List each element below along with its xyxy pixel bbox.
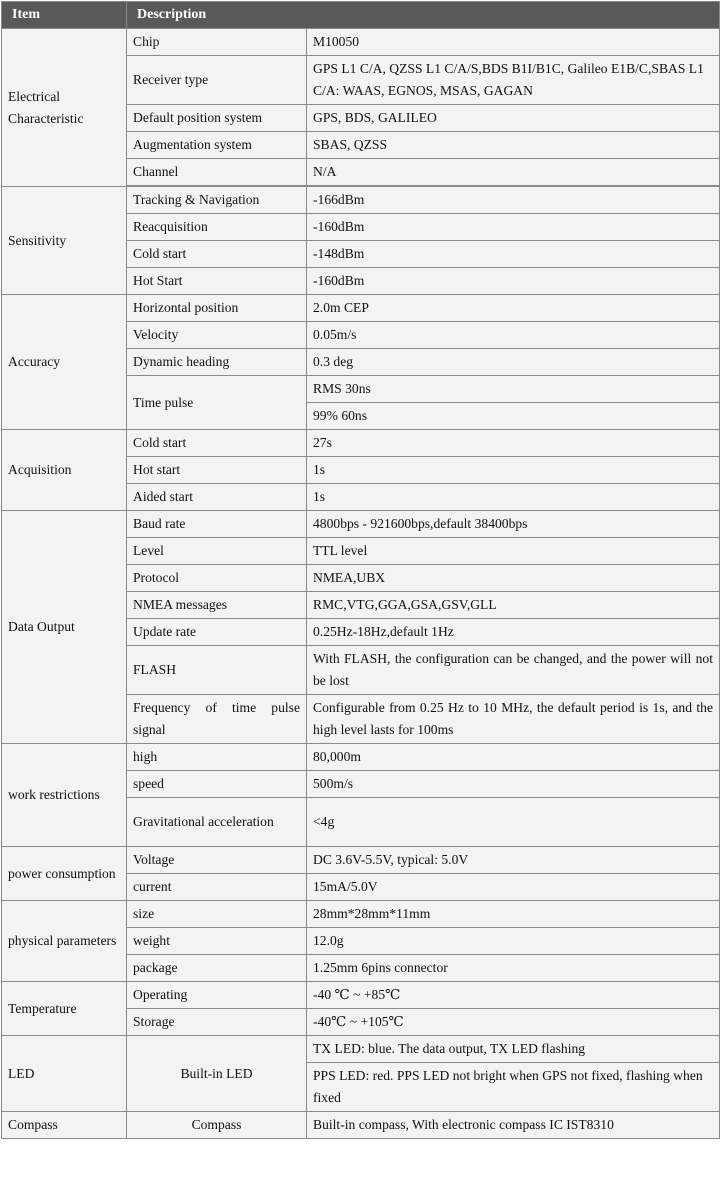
row-label: Default position system <box>127 105 307 132</box>
category-temperature: Temperature <box>2 982 127 1036</box>
category-led: LED <box>2 1036 127 1112</box>
row-label: Protocol <box>127 565 307 592</box>
row-value: PPS LED: red. PPS LED not bright when GPS not fixed, flashing when fixed <box>307 1063 720 1112</box>
category-compass: Compass <box>2 1112 127 1139</box>
row-label: Compass <box>127 1112 307 1139</box>
row-label: Velocity <box>127 322 307 349</box>
row-value: M10050 <box>307 29 720 56</box>
row-value: 27s <box>307 430 720 457</box>
row-value: 15mA/5.0V <box>307 874 720 901</box>
row-label: speed <box>127 771 307 798</box>
row-label: Built-in LED <box>127 1036 307 1112</box>
row-value: 500m/s <box>307 771 720 798</box>
row-label: Baud rate <box>127 511 307 538</box>
row-label: Cold start <box>127 430 307 457</box>
row-value: -40 ℃ ~ +85℃ <box>307 982 720 1009</box>
row-value: GPS L1 C/A, QZSS L1 C/A/S,BDS B1I/B1C, Galileo E1B/C,SBAS L1 C/A: WAAS, EGNOS, MSAS, GAGAN <box>307 56 720 105</box>
row-value: DC 3.6V-5.5V, typical: 5.0V <box>307 847 720 874</box>
table-row <box>2 430 720 457</box>
row-value: NMEA,UBX <box>307 565 720 592</box>
row-label: Aided start <box>127 484 307 511</box>
row-label: Chip <box>127 29 307 56</box>
category-acquisition: Acquisition <box>2 430 127 511</box>
row-label: Voltage <box>127 847 307 874</box>
category-physical-parameters: physical parameters <box>2 901 127 982</box>
row-value: 0.05m/s <box>307 322 720 349</box>
table-row <box>2 1036 720 1063</box>
row-label: weight <box>127 928 307 955</box>
table-header-row <box>2 2 720 29</box>
row-value: TTL level <box>307 538 720 565</box>
row-value: -166dBm <box>307 187 720 214</box>
table-row <box>2 511 720 538</box>
row-label: Reacquisition <box>127 214 307 241</box>
category-sensitivity: Sensitivity <box>2 187 127 295</box>
row-value: -160dBm <box>307 214 720 241</box>
row-label: Operating <box>127 982 307 1009</box>
row-label: Gravitational acceleration <box>127 798 307 847</box>
row-label: Receiver type <box>127 56 307 105</box>
table-row <box>2 744 720 771</box>
row-value: Configurable from 0.25 Hz to 10 MHz, the default period is 1s, and the high level lasts for 100ms <box>307 695 720 744</box>
table-row <box>2 1112 720 1139</box>
row-value: 0.3 deg <box>307 349 720 376</box>
row-label: Storage <box>127 1009 307 1036</box>
row-value: -148dBm <box>307 241 720 268</box>
row-label: Frequency of time pulse signal <box>127 695 307 744</box>
category-accuracy: Accuracy <box>2 295 127 430</box>
row-label: Tracking & Navigation <box>127 187 307 214</box>
row-value: RMC,VTG,GGA,GSA,GSV,GLL <box>307 592 720 619</box>
row-value: 1s <box>307 457 720 484</box>
row-value: 4800bps - 921600bps,default 38400bps <box>307 511 720 538</box>
row-value: TX LED: blue. The data output, TX LED flashing <box>307 1036 720 1063</box>
row-value: 28mm*28mm*11mm <box>307 901 720 928</box>
category-electrical: Electrical Characteristic <box>2 29 127 187</box>
row-label: high <box>127 744 307 771</box>
row-value: 1s <box>307 484 720 511</box>
row-label: FLASH <box>127 646 307 695</box>
table-row <box>2 29 720 56</box>
row-value: -40℃ ~ +105℃ <box>307 1009 720 1036</box>
row-value: 80,000m <box>307 744 720 771</box>
row-value: With FLASH, the configuration can be changed, and the power will not be lost <box>307 646 720 695</box>
header-item: Item <box>2 2 127 29</box>
table-row <box>2 847 720 874</box>
row-label: current <box>127 874 307 901</box>
row-value: N/A <box>307 159 720 186</box>
spec-table <box>1 1 720 1139</box>
header-description: Description <box>127 2 720 29</box>
row-label: NMEA messages <box>127 592 307 619</box>
row-label: Hot start <box>127 457 307 484</box>
row-label: Horizontal position <box>127 295 307 322</box>
row-value: 1.25mm 6pins connector <box>307 955 720 982</box>
table-row <box>2 982 720 1009</box>
row-label: size <box>127 901 307 928</box>
row-value: SBAS, QZSS <box>307 132 720 159</box>
table-row <box>2 187 720 214</box>
row-label: Hot Start <box>127 268 307 295</box>
row-value: GPS, BDS, GALILEO <box>307 105 720 132</box>
row-label: Cold start <box>127 241 307 268</box>
row-value: 99% 60ns <box>307 403 720 430</box>
row-value: <4g <box>307 798 720 847</box>
category-power-consumption: power consumption <box>2 847 127 901</box>
row-label: Augmentation system <box>127 132 307 159</box>
row-value: -160dBm <box>307 268 720 295</box>
row-label: Time pulse <box>127 376 307 430</box>
table-row <box>2 901 720 928</box>
table-row <box>2 295 720 322</box>
row-value: 12.0g <box>307 928 720 955</box>
row-value: RMS 30ns <box>307 376 720 403</box>
category-data-output: Data Output <box>2 511 127 744</box>
row-label: Update rate <box>127 619 307 646</box>
category-work-restrictions: work restrictions <box>2 744 127 847</box>
row-value: 0.25Hz-18Hz,default 1Hz <box>307 619 720 646</box>
row-label: Channel <box>127 159 307 186</box>
row-value: 2.0m CEP <box>307 295 720 322</box>
row-label: Level <box>127 538 307 565</box>
row-value: Built-in compass, With electronic compass IC IST8310 <box>307 1112 720 1139</box>
row-label: package <box>127 955 307 982</box>
row-label: Dynamic heading <box>127 349 307 376</box>
